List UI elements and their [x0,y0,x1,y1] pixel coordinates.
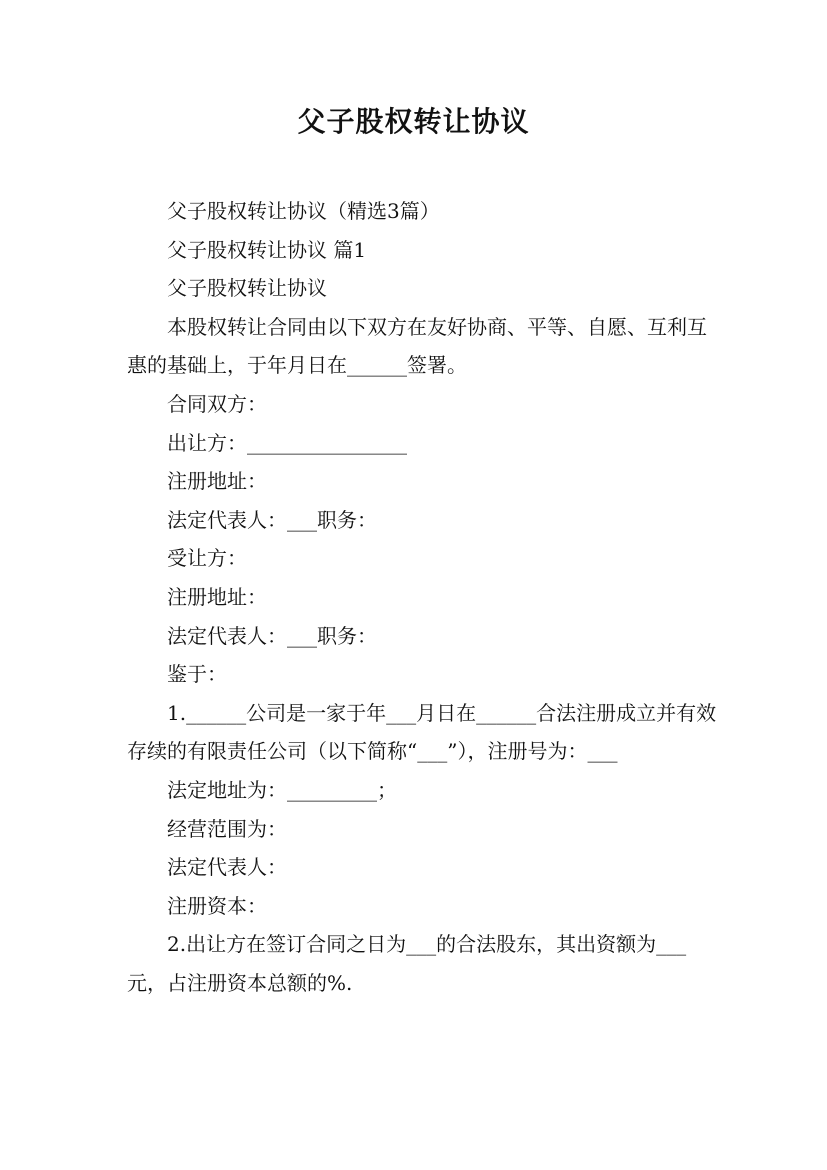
paragraph-transferee: 受让方： [167,546,247,571]
paragraph-intro: 本股权转让合同由以下双方在友好协商、平等、自愿、互利互惠的基础上，于年月日在______签署。 [127,314,707,378]
paragraph-transferee-address: 注册地址： [167,584,267,609]
paragraph-legal-address: 法定地址为：_________； [167,777,397,802]
paragraph-subtitle: 父子股权转让协议（精选3篇） [167,199,440,223]
paragraph-clause-1: 1.______公司是一家于年___月日在______合法注册成立并有效存续的有限责任公司（以下简称“___”），注册号为：___ [127,700,717,764]
paragraph-transferor: 出让方：________________ [167,430,407,455]
paragraph-transferee-representative: 法定代表人：___职务： [167,623,377,648]
paragraph-whereas: 鉴于： [167,662,227,687]
paragraph-legal-representative: 法定代表人： [167,855,287,880]
document-title: 父子股权转让协议 [297,105,530,138]
paragraph-registered-capital: 注册资本： [167,893,267,918]
paragraph-parties-label: 合同双方： [167,391,267,416]
paragraph-agreement-name: 父子股权转让协议 [167,276,327,301]
paragraph-clause-2: 2.出让方在签订合同之日为___的合法股东，其出资额为___元，占注册资本总额的%. [127,932,687,995]
paragraph-transferor-representative: 法定代表人：___职务： [167,507,377,532]
paragraph-business-scope: 经营范围为： [167,816,287,841]
paragraph-section-heading: 父子股权转让协议 篇1 [167,237,367,262]
document-body [127,192,717,1002]
paragraph-transferor-address: 注册地址： [167,469,267,494]
